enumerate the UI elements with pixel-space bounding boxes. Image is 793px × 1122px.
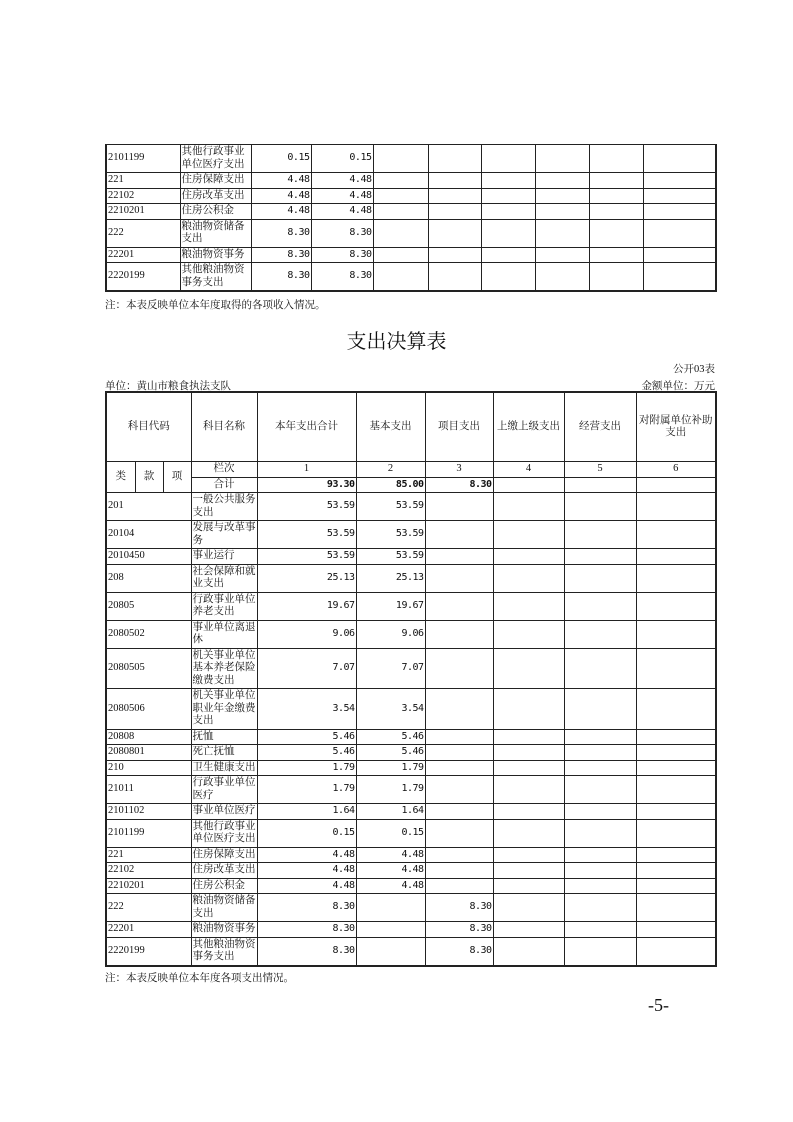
- subject-name: 发展与改革事务: [191, 521, 257, 549]
- amount-cell: 53.59: [356, 493, 425, 521]
- table-row: [106, 247, 716, 263]
- amount-cell: [564, 894, 636, 922]
- total-value: [636, 477, 716, 493]
- subject-name: 其他粮油物资事务支出: [180, 263, 251, 292]
- subject-name: 其他行政事业单位医疗支出: [191, 819, 257, 847]
- subject-name: 住房公积金: [180, 204, 251, 220]
- table-row: [106, 894, 716, 922]
- amount-cell: 8.30: [251, 247, 311, 263]
- amount-cell: [564, 648, 636, 689]
- table-row: [106, 937, 716, 966]
- subject-name: 抚恤: [191, 729, 257, 745]
- header-code: 科目代码: [106, 392, 191, 462]
- amount-cell: 1.79: [257, 760, 356, 776]
- total-value: 93.30: [257, 477, 356, 493]
- amount-cell: [425, 521, 493, 549]
- amount-cell: [564, 878, 636, 894]
- amount-cell: [428, 219, 481, 247]
- amount-cell: [589, 173, 643, 189]
- subject-code: 2101102: [106, 804, 191, 820]
- amount-cell: [535, 247, 589, 263]
- amount-cell: [373, 247, 428, 263]
- subject-code: 222: [106, 894, 191, 922]
- subject-code: 2220199: [106, 263, 180, 292]
- amount-cell: [373, 173, 428, 189]
- amount-cell: 5.46: [356, 729, 425, 745]
- total-value: [564, 477, 636, 493]
- page-title: 支出决算表: [346, 329, 447, 353]
- amount-cell: [425, 863, 493, 879]
- amount-cell: 53.59: [356, 549, 425, 565]
- amount-cell: 8.30: [311, 263, 373, 292]
- amount-cell: [636, 549, 716, 565]
- amount-cell: [425, 745, 493, 761]
- subject-code: 21011: [106, 776, 191, 804]
- subject-code: 22201: [106, 247, 180, 263]
- amount-cell: [564, 922, 636, 938]
- amount-cell: [493, 894, 564, 922]
- money-unit-label: 金额单位：万元: [641, 381, 715, 392]
- amount-cell: 4.48: [257, 847, 356, 863]
- subject-code: 2010450: [106, 549, 191, 565]
- amount-cell: [636, 729, 716, 745]
- amount-cell: [493, 922, 564, 938]
- amount-cell: 0.15: [257, 819, 356, 847]
- amount-cell: [535, 219, 589, 247]
- amount-cell: [643, 219, 716, 247]
- amount-cell: 4.48: [251, 204, 311, 220]
- amount-cell: [428, 263, 481, 292]
- subject-name: 其他粮油物资事务支出: [191, 937, 257, 966]
- table-row: [106, 521, 716, 549]
- amount-cell: 7.07: [356, 648, 425, 689]
- amount-cell: 3.54: [356, 689, 425, 730]
- total-value: [493, 477, 564, 493]
- table-row: [106, 493, 716, 521]
- amount-cell: [535, 145, 589, 173]
- amount-cell: [636, 689, 716, 730]
- header-row: [106, 392, 716, 462]
- subject-code: 2080506: [106, 689, 191, 730]
- amount-cell: [636, 894, 716, 922]
- table-row: [106, 620, 716, 648]
- amount-cell: [643, 173, 716, 189]
- sub-header-section: 款: [135, 462, 163, 493]
- amount-cell: [373, 263, 428, 292]
- subject-name: 机关事业单位基本养老保险缴费支出: [191, 648, 257, 689]
- amount-cell: [564, 760, 636, 776]
- sub-header-class: 类: [106, 462, 135, 493]
- subject-code: 221: [106, 173, 180, 189]
- amount-cell: [564, 745, 636, 761]
- amount-cell: [425, 776, 493, 804]
- subject-code: 221: [106, 847, 191, 863]
- amount-cell: [493, 521, 564, 549]
- table-row: [106, 145, 716, 173]
- table-row: [106, 204, 716, 220]
- amount-cell: [636, 776, 716, 804]
- table-row: [106, 592, 716, 620]
- header-name: 科目名称: [191, 392, 257, 462]
- subject-code: 2210201: [106, 204, 180, 220]
- amount-cell: 8.30: [311, 219, 373, 247]
- amount-cell: [564, 863, 636, 879]
- header-operating: 经营支出: [564, 392, 636, 462]
- subject-code: 210: [106, 760, 191, 776]
- amount-cell: 53.59: [356, 521, 425, 549]
- subject-code: 22102: [106, 863, 191, 879]
- total-row: [106, 477, 716, 493]
- subject-name: 住房公积金: [191, 878, 257, 894]
- subject-name: 粮油物资事务: [191, 922, 257, 938]
- amount-cell: 4.48: [356, 878, 425, 894]
- amount-cell: [643, 145, 716, 173]
- amount-cell: [493, 863, 564, 879]
- table-row: [106, 745, 716, 761]
- expenditure-table-note: 注：本表反映单位本年度各项支出情况。: [105, 973, 294, 984]
- amount-cell: [589, 145, 643, 173]
- subject-code: 201: [106, 493, 191, 521]
- amount-cell: [356, 894, 425, 922]
- amount-cell: [425, 729, 493, 745]
- amount-cell: 4.48: [257, 878, 356, 894]
- amount-cell: [493, 648, 564, 689]
- amount-cell: 7.07: [257, 648, 356, 689]
- amount-cell: [636, 592, 716, 620]
- total-value: 85.00: [356, 477, 425, 493]
- amount-cell: [425, 564, 493, 592]
- amount-cell: [535, 188, 589, 204]
- amount-cell: [643, 188, 716, 204]
- amount-cell: [425, 689, 493, 730]
- column-label: 栏次: [191, 462, 257, 478]
- subject-name: 一般公共服务支出: [191, 493, 257, 521]
- amount-cell: [636, 648, 716, 689]
- amount-cell: 0.15: [356, 819, 425, 847]
- amount-cell: [564, 549, 636, 565]
- amount-cell: [493, 729, 564, 745]
- amount-cell: 25.13: [257, 564, 356, 592]
- subject-name: 粮油物资储备支出: [180, 219, 251, 247]
- amount-cell: 5.46: [257, 729, 356, 745]
- amount-cell: [493, 804, 564, 820]
- column-number: 5: [564, 462, 636, 478]
- table-row: [106, 878, 716, 894]
- table-row: [106, 564, 716, 592]
- form-number: 公开03表: [673, 364, 715, 375]
- subject-name: 粮油物资储备支出: [191, 894, 257, 922]
- subject-name: 住房改革支出: [191, 863, 257, 879]
- subject-name: 死亡抚恤: [191, 745, 257, 761]
- amount-cell: [425, 819, 493, 847]
- amount-cell: [373, 219, 428, 247]
- income-table-continued: [105, 144, 717, 292]
- amount-cell: [535, 204, 589, 220]
- amount-cell: [493, 878, 564, 894]
- amount-cell: [636, 760, 716, 776]
- amount-cell: 8.30: [251, 263, 311, 292]
- amount-cell: [425, 804, 493, 820]
- amount-cell: [425, 760, 493, 776]
- subject-code: 20808: [106, 729, 191, 745]
- amount-cell: [564, 592, 636, 620]
- amount-cell: 4.48: [311, 204, 373, 220]
- amount-cell: [636, 878, 716, 894]
- amount-cell: 1.64: [356, 804, 425, 820]
- total-value: 8.30: [425, 477, 493, 493]
- subject-name: 事业单位医疗: [191, 804, 257, 820]
- amount-cell: [481, 188, 535, 204]
- amount-cell: 1.64: [257, 804, 356, 820]
- amount-cell: [425, 493, 493, 521]
- subject-code: 2101199: [106, 819, 191, 847]
- amount-cell: [589, 188, 643, 204]
- amount-cell: [643, 263, 716, 292]
- column-number: 4: [493, 462, 564, 478]
- table-row: [106, 922, 716, 938]
- total-label: 合计: [191, 477, 257, 493]
- amount-cell: [493, 819, 564, 847]
- table-row: [106, 173, 716, 189]
- page-number: -5-: [648, 995, 669, 1015]
- amount-cell: 8.30: [425, 922, 493, 938]
- amount-cell: [425, 878, 493, 894]
- amount-cell: [425, 592, 493, 620]
- amount-cell: [493, 592, 564, 620]
- amount-cell: [564, 937, 636, 966]
- amount-cell: [636, 745, 716, 761]
- table-row: [106, 648, 716, 689]
- amount-cell: 19.67: [257, 592, 356, 620]
- amount-cell: [493, 493, 564, 521]
- table-row: [106, 263, 716, 292]
- amount-cell: 8.30: [311, 247, 373, 263]
- subject-code: 20104: [106, 521, 191, 549]
- amount-cell: 4.48: [311, 188, 373, 204]
- header-basic: 基本支出: [356, 392, 425, 462]
- subject-name: 机关事业单位职业年金缴费支出: [191, 689, 257, 730]
- amount-cell: 0.15: [311, 145, 373, 173]
- amount-cell: 53.59: [257, 521, 356, 549]
- amount-cell: [564, 689, 636, 730]
- amount-cell: [373, 204, 428, 220]
- amount-cell: [589, 204, 643, 220]
- subject-name: 社会保障和就业支出: [191, 564, 257, 592]
- amount-cell: [493, 620, 564, 648]
- table-row: [106, 760, 716, 776]
- amount-cell: [428, 247, 481, 263]
- amount-cell: [425, 620, 493, 648]
- amount-cell: 3.54: [257, 689, 356, 730]
- amount-cell: 4.48: [251, 173, 311, 189]
- amount-cell: [564, 847, 636, 863]
- amount-cell: [425, 549, 493, 565]
- amount-cell: 8.30: [257, 894, 356, 922]
- amount-cell: 1.79: [257, 776, 356, 804]
- amount-cell: [481, 263, 535, 292]
- table-row: [106, 689, 716, 730]
- subject-name: 粮油物资事务: [180, 247, 251, 263]
- amount-cell: 0.15: [251, 145, 311, 173]
- table-row: [106, 819, 716, 847]
- subject-name: 事业单位离退休: [191, 620, 257, 648]
- amount-cell: [535, 263, 589, 292]
- amount-cell: [356, 922, 425, 938]
- amount-cell: [428, 173, 481, 189]
- amount-cell: [564, 493, 636, 521]
- amount-cell: [493, 549, 564, 565]
- amount-cell: [564, 819, 636, 847]
- amount-cell: [493, 760, 564, 776]
- table-row: [106, 776, 716, 804]
- sub-header-item: 项: [163, 462, 191, 493]
- subject-code: 2210201: [106, 878, 191, 894]
- amount-cell: 9.06: [257, 620, 356, 648]
- amount-cell: [428, 145, 481, 173]
- amount-cell: [493, 689, 564, 730]
- amount-cell: [636, 937, 716, 966]
- table-row: [106, 729, 716, 745]
- amount-cell: [636, 521, 716, 549]
- subject-code: 2101199: [106, 145, 180, 173]
- subject-name: 行政事业单位医疗: [191, 776, 257, 804]
- amount-cell: 4.48: [356, 847, 425, 863]
- header-remit: 上缴上级支出: [493, 392, 564, 462]
- subject-code: 2080801: [106, 745, 191, 761]
- amount-cell: [493, 847, 564, 863]
- amount-cell: [636, 493, 716, 521]
- amount-cell: [589, 219, 643, 247]
- table-row: [106, 847, 716, 863]
- subject-name: 住房保障支出: [180, 173, 251, 189]
- amount-cell: 4.48: [251, 188, 311, 204]
- table-row: [106, 804, 716, 820]
- amount-cell: [636, 564, 716, 592]
- subject-code: 2220199: [106, 937, 191, 966]
- amount-cell: [373, 145, 428, 173]
- column-number: 6: [636, 462, 716, 478]
- amount-cell: [636, 620, 716, 648]
- amount-cell: 25.13: [356, 564, 425, 592]
- amount-cell: [425, 847, 493, 863]
- amount-cell: 4.48: [257, 863, 356, 879]
- table-row: [106, 219, 716, 247]
- subject-name: 行政事业单位养老支出: [191, 592, 257, 620]
- income-table-note: 注：本表反映单位本年度取得的各项收入情况。: [105, 300, 326, 311]
- amount-cell: [636, 863, 716, 879]
- subject-code: 2080505: [106, 648, 191, 689]
- amount-cell: [493, 564, 564, 592]
- subject-code: 22201: [106, 922, 191, 938]
- amount-cell: [636, 819, 716, 847]
- subject-code: 2080502: [106, 620, 191, 648]
- subject-name: 卫生健康支出: [191, 760, 257, 776]
- amount-cell: [636, 804, 716, 820]
- amount-cell: [493, 937, 564, 966]
- subject-name: 住房保障支出: [191, 847, 257, 863]
- amount-cell: [564, 620, 636, 648]
- amount-cell: [564, 564, 636, 592]
- amount-cell: [564, 521, 636, 549]
- amount-cell: 4.48: [356, 863, 425, 879]
- amount-cell: [643, 204, 716, 220]
- amount-cell: [535, 173, 589, 189]
- header-subsidy: 对附属单位补助支出: [636, 392, 716, 462]
- subject-name: 其他行政事业单位医疗支出: [180, 145, 251, 173]
- amount-cell: [373, 188, 428, 204]
- amount-cell: [425, 648, 493, 689]
- amount-cell: 5.46: [257, 745, 356, 761]
- expenditure-table: [105, 391, 717, 967]
- subject-code: 208: [106, 564, 191, 592]
- subject-name: 事业运行: [191, 549, 257, 565]
- amount-cell: [636, 847, 716, 863]
- amount-cell: [589, 263, 643, 292]
- subject-name: 住房改革支出: [180, 188, 251, 204]
- amount-cell: 1.79: [356, 760, 425, 776]
- amount-cell: 8.30: [257, 937, 356, 966]
- amount-cell: [636, 922, 716, 938]
- amount-cell: [481, 173, 535, 189]
- amount-cell: 8.30: [257, 922, 356, 938]
- unit-label: 单位：黄山市粮食执法支队: [105, 381, 231, 392]
- amount-cell: [481, 145, 535, 173]
- amount-cell: 4.48: [311, 173, 373, 189]
- amount-cell: 8.30: [425, 937, 493, 966]
- subject-code: 20805: [106, 592, 191, 620]
- subject-code: 222: [106, 219, 180, 247]
- amount-cell: 1.79: [356, 776, 425, 804]
- amount-cell: 19.67: [356, 592, 425, 620]
- amount-cell: [493, 745, 564, 761]
- amount-cell: [493, 776, 564, 804]
- amount-cell: [643, 247, 716, 263]
- amount-cell: [481, 219, 535, 247]
- column-number: 1: [257, 462, 356, 478]
- table-row: [106, 549, 716, 565]
- subject-code: 22102: [106, 188, 180, 204]
- amount-cell: [564, 729, 636, 745]
- amount-cell: [428, 204, 481, 220]
- amount-cell: [481, 247, 535, 263]
- table-row: [106, 188, 716, 204]
- amount-cell: [356, 937, 425, 966]
- amount-cell: 8.30: [425, 894, 493, 922]
- amount-cell: [481, 204, 535, 220]
- amount-cell: [564, 776, 636, 804]
- amount-cell: 8.30: [251, 219, 311, 247]
- amount-cell: 53.59: [257, 493, 356, 521]
- amount-cell: 53.59: [257, 549, 356, 565]
- amount-cell: [564, 804, 636, 820]
- column-number: 2: [356, 462, 425, 478]
- table-row: [106, 863, 716, 879]
- header-total: 本年支出合计: [257, 392, 356, 462]
- amount-cell: [428, 188, 481, 204]
- amount-cell: 5.46: [356, 745, 425, 761]
- header-project: 项目支出: [425, 392, 493, 462]
- amount-cell: 9.06: [356, 620, 425, 648]
- column-number: 3: [425, 462, 493, 478]
- column-number-row: [106, 462, 716, 478]
- amount-cell: [589, 247, 643, 263]
